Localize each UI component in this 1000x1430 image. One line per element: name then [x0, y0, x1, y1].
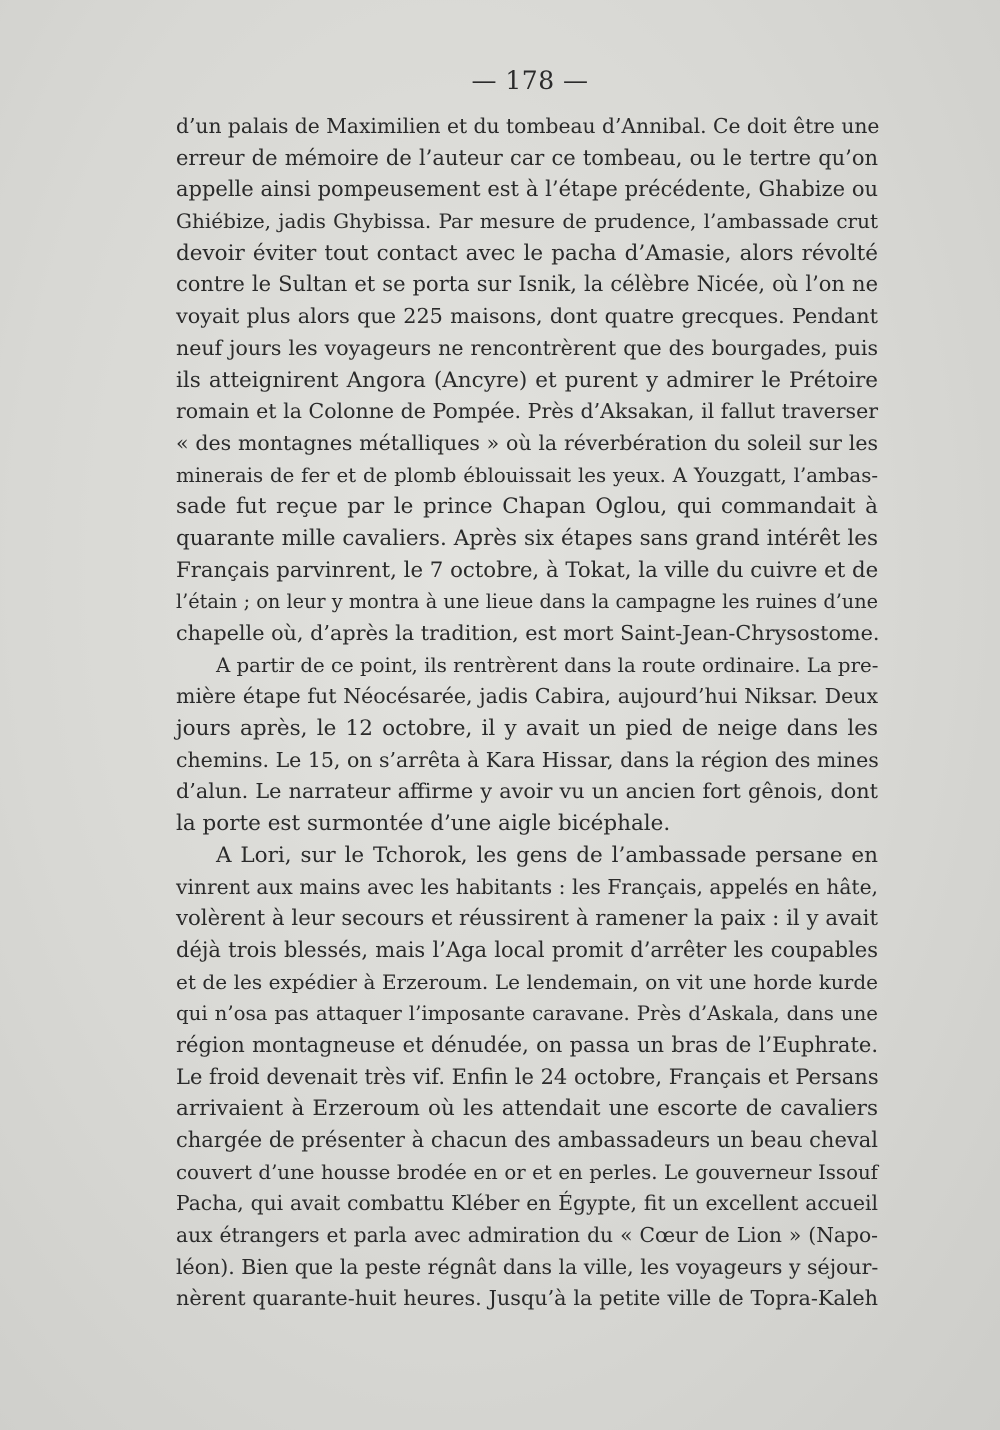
- text-line: nèrent quarante-huit heures. Jusqu’à la petite ville de Topra-Kaleh: [176, 1286, 878, 1311]
- text-line: l’étain ; on leur y montra à une lieue dans la campagne les ruines d’une: [176, 590, 878, 614]
- paragraph: [176, 650, 878, 840]
- text-line: neuf jours les voyageurs ne rencontrèrent que des bourgades, puis: [176, 335, 878, 360]
- text-line: « des montagnes métalliques » où la réverbération du soleil sur les: [176, 430, 878, 455]
- text-line: chemins. Le 15, on s’arrêta à Kara Hissar, dans la région des mines: [176, 747, 879, 772]
- text-line: d’un palais de Maximilien et du tombeau d’Annibal. Ce doit être une: [176, 114, 880, 138]
- page-number: — 178 —: [471, 66, 589, 95]
- text-line: volèrent à leur secours et réussirent à ramener la paix : il y avait: [176, 906, 878, 932]
- text-line: qui n’osa pas attaquer l’imposante caravane. Près d’Askala, dans une: [176, 1002, 878, 1026]
- text-line: contre le Sultan et se porta sur Isnik, la célèbre Nicée, où l’on ne: [176, 272, 878, 297]
- text-line: aux étrangers et parla avec admiration du « Cœur de Lion » (Napo-: [176, 1223, 878, 1248]
- text-line: jours après, le 12 octobre, il y avait un pied de neige dans les: [176, 716, 878, 742]
- text-line: ils atteignirent Angora (Ancyre) et purent y admirer le Prétoire: [176, 367, 878, 393]
- text-line: Français parvinrent, le 7 octobre, à Tokat, la ville du cuivre et de: [176, 557, 879, 583]
- text-line: Le froid devenait très vif. Enfin le 24 octobre, Français et Persans: [176, 1064, 879, 1089]
- text-line: sade fut reçue par le prince Chapan Oglou, qui commandait à: [176, 494, 878, 520]
- text-line: minerais de fer et de plomb éblouissait les yeux. A Youzgatt, l’ambas-: [176, 463, 878, 487]
- text-line: romain et la Colonne de Pompée. Près d’Aksakan, il fallut traverser: [176, 399, 878, 424]
- text-line: appelle ainsi pompeusement est à l’étape précédente, Ghabize ou: [176, 177, 878, 202]
- text-line: et de les expédier à Erzeroum. Le lendemain, on vit une horde kurde: [176, 969, 878, 994]
- text-line: d’alun. Le narrateur affirme y avoir vu un ancien fort gênois, dont: [176, 779, 878, 804]
- text-line: quarante mille cavaliers. Après six étapes sans grand intérêt les: [176, 525, 878, 551]
- text-line: A Lori, sur le Tchorok, les gens de l’ambassade persane en: [216, 842, 878, 868]
- text-line: Ghiébize, jadis Ghybissa. Par mesure de prudence, l’ambassade crut: [176, 209, 878, 234]
- text-line: vinrent aux mains avec les habitants : les Français, appelés en hâte,: [176, 874, 878, 899]
- text-line: déjà trois blessés, mais l’Aga local promit d’arrêter les coupables: [176, 937, 878, 962]
- text-line: mière étape fut Néocésarée, jadis Cabira, aujourd’hui Niksar. Deux: [176, 684, 878, 709]
- text-line: chargée de présenter à chacun des ambassadeurs un beau cheval: [176, 1128, 878, 1152]
- text-line: A partir de ce point, ils rentrèrent dans la route ordinaire. La pre-: [216, 653, 879, 677]
- text-line: couvert d’une housse brodée en or et en perles. Le gouverneur Issouf: [176, 1160, 878, 1184]
- text-line: chapelle où, d’après la tradition, est mort Saint-Jean-Chrysostome.: [176, 621, 880, 645]
- text-line: léon). Bien que la peste régnât dans la ville, les voyageurs y séjour-: [176, 1254, 879, 1279]
- text-line: erreur de mémoire de l’auteur car ce tombeau, ou le tertre qu’on: [176, 145, 878, 170]
- paragraph: [176, 840, 878, 1315]
- text-line: Pacha, qui avait combattu Kléber en Égypte, fit un excellent accueil: [176, 1191, 878, 1216]
- text-line: devoir éviter tout contact avec le pacha d’Amasie, alors révolté: [176, 240, 878, 266]
- body-text: [176, 111, 878, 1315]
- text-line: voyait plus alors que 225 maisons, dont quatre grecques. Pendant: [176, 304, 878, 329]
- text-line: région montagneuse et dénudée, on passa un bras de l’Euphrate.: [176, 1032, 878, 1057]
- text-line: arrivaient à Erzeroum où les attendait une escorte de cavaliers: [176, 1096, 878, 1122]
- text-line: la porte est surmontée d’une aigle bicéphale.: [176, 811, 671, 837]
- paragraph: [176, 111, 878, 650]
